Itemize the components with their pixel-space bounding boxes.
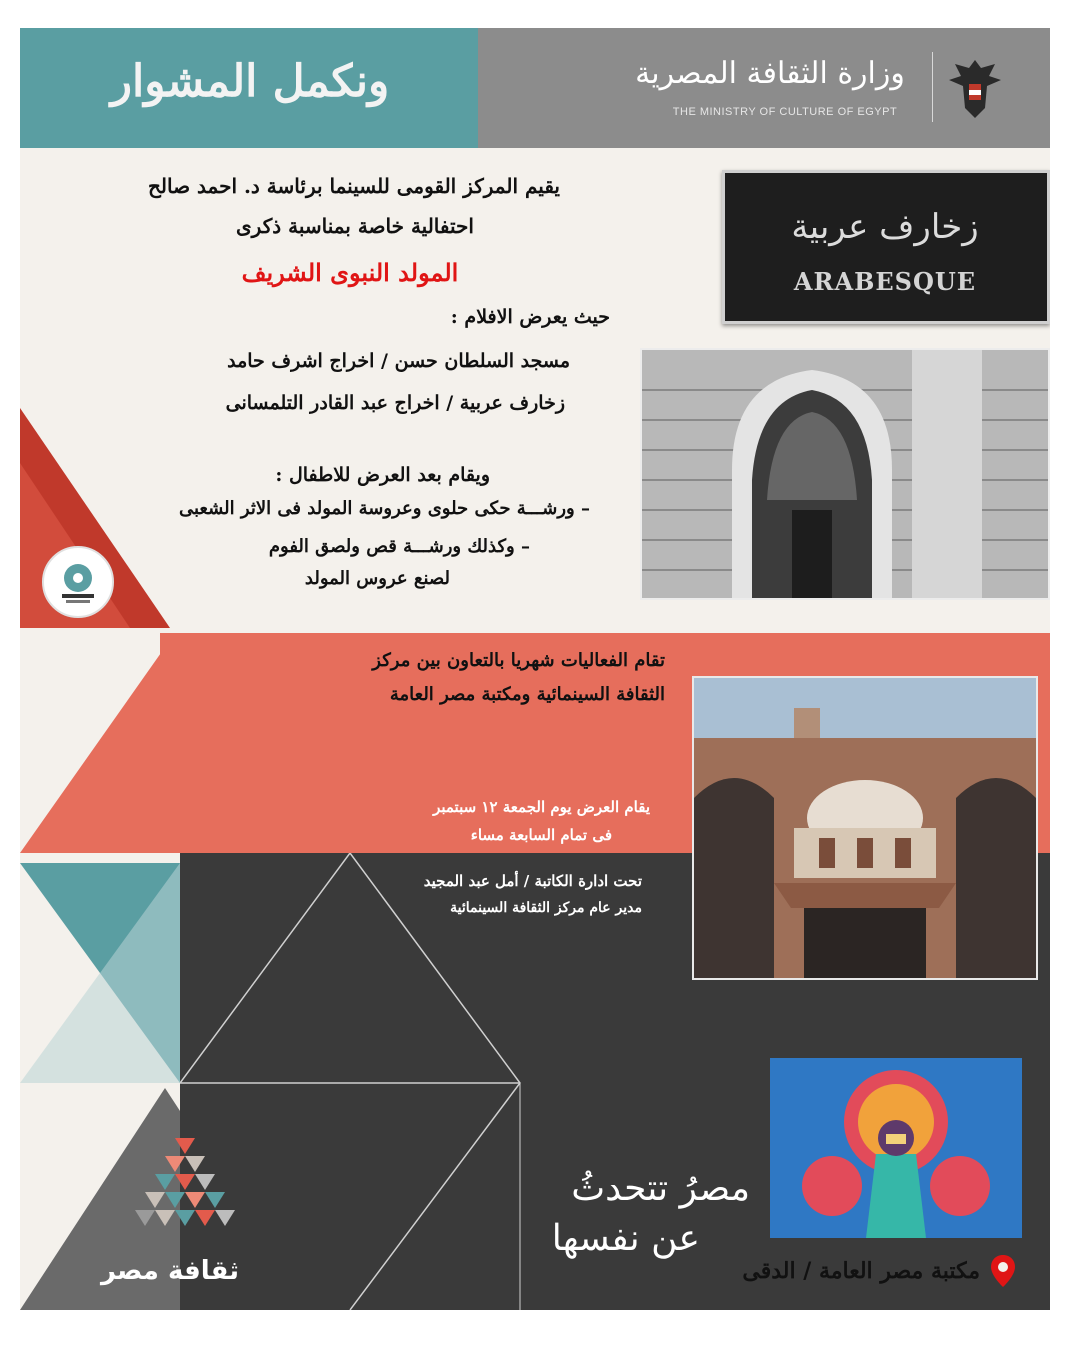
mosque-courtyard-photo <box>692 676 1038 980</box>
ministry-name-english: THE MINISTRY OF CULTURE OF EGYPT <box>672 106 898 118</box>
cinema-center-logo <box>42 546 114 618</box>
kids-item-2: – وكذلك ورشـــة قص ولصق الفوم <box>268 536 530 557</box>
header-divider <box>932 52 933 122</box>
poster <box>20 28 1050 1310</box>
brand-name: ثقافة مصر <box>101 1256 239 1286</box>
culture-egypt-logo-icon <box>120 1138 250 1248</box>
film-item-2: زخارف عربية / اخراج عبد القادر التلمسانى <box>225 392 565 414</box>
films-heading: حيث يعرض الافلام : <box>450 306 610 328</box>
location-pin-icon <box>990 1254 1016 1288</box>
management-line-2: مدير عام مركز الثقافة السينمائية <box>450 900 642 916</box>
arabesque-title-arabic: زخارف عربية <box>791 207 979 247</box>
kids-heading: ويقام بعد العرض للاطفال : <box>275 464 490 486</box>
collab-line-2: الثقافة السينمائية ومكتبة مصر العامة <box>389 684 665 705</box>
calligraphy-line-2: عن نفسها <box>551 1218 700 1259</box>
ministry-name-arabic: وزارة الثقافة المصرية <box>635 56 905 91</box>
management-line-1: تحت ادارة الكاتبة / أمل عبد المجيد <box>423 872 642 890</box>
arabesque-title-english: ARABESQUE <box>793 267 977 296</box>
mawlid-doll-illustration <box>770 1058 1022 1238</box>
intro-line-2: احتفالية خاصة بمناسبة ذكرى <box>236 214 474 238</box>
arabesque-title-card <box>722 170 1050 324</box>
intro-line-1: يقيم المركز القومى للسينما برئاسة د. احمد صالح <box>147 174 560 198</box>
mosque-courtyard-illustration <box>694 678 1036 978</box>
schedule-line-2: فى تمام السابعة مساء <box>470 826 612 844</box>
kids-item-3: لصنع عروس المولد <box>304 568 450 589</box>
location-text: مكتبة مصر العامة / الدقى <box>742 1258 980 1284</box>
mawlid-doll-icon <box>770 1058 1022 1238</box>
mosque-portal-photo <box>640 348 1050 600</box>
film-item-1: مسجد السلطان حسن / اخراج اشرف حامد <box>227 350 570 372</box>
collab-line-1: تقام الفعاليات شهريا بالتعاون بين مركز <box>372 650 665 671</box>
mosque-portal-illustration <box>642 350 1048 598</box>
occasion-title: المولد النبوى الشريف <box>241 258 459 287</box>
slogan-text: ونكمل المشوار <box>110 56 390 107</box>
header-slogan-panel <box>20 28 478 148</box>
schedule-line-1: يقام العرض يوم الجمعة ١٢ سبتمبر <box>433 798 650 816</box>
film-reel-icon <box>44 548 112 616</box>
kids-item-1: – ورشـــة حكى حلوى وعروسة المولد فى الاثر الشعبى <box>178 498 590 519</box>
calligraphy-line-1: مصرُ تتحدثُ <box>571 1168 750 1209</box>
eagle-emblem-icon <box>945 54 1005 124</box>
